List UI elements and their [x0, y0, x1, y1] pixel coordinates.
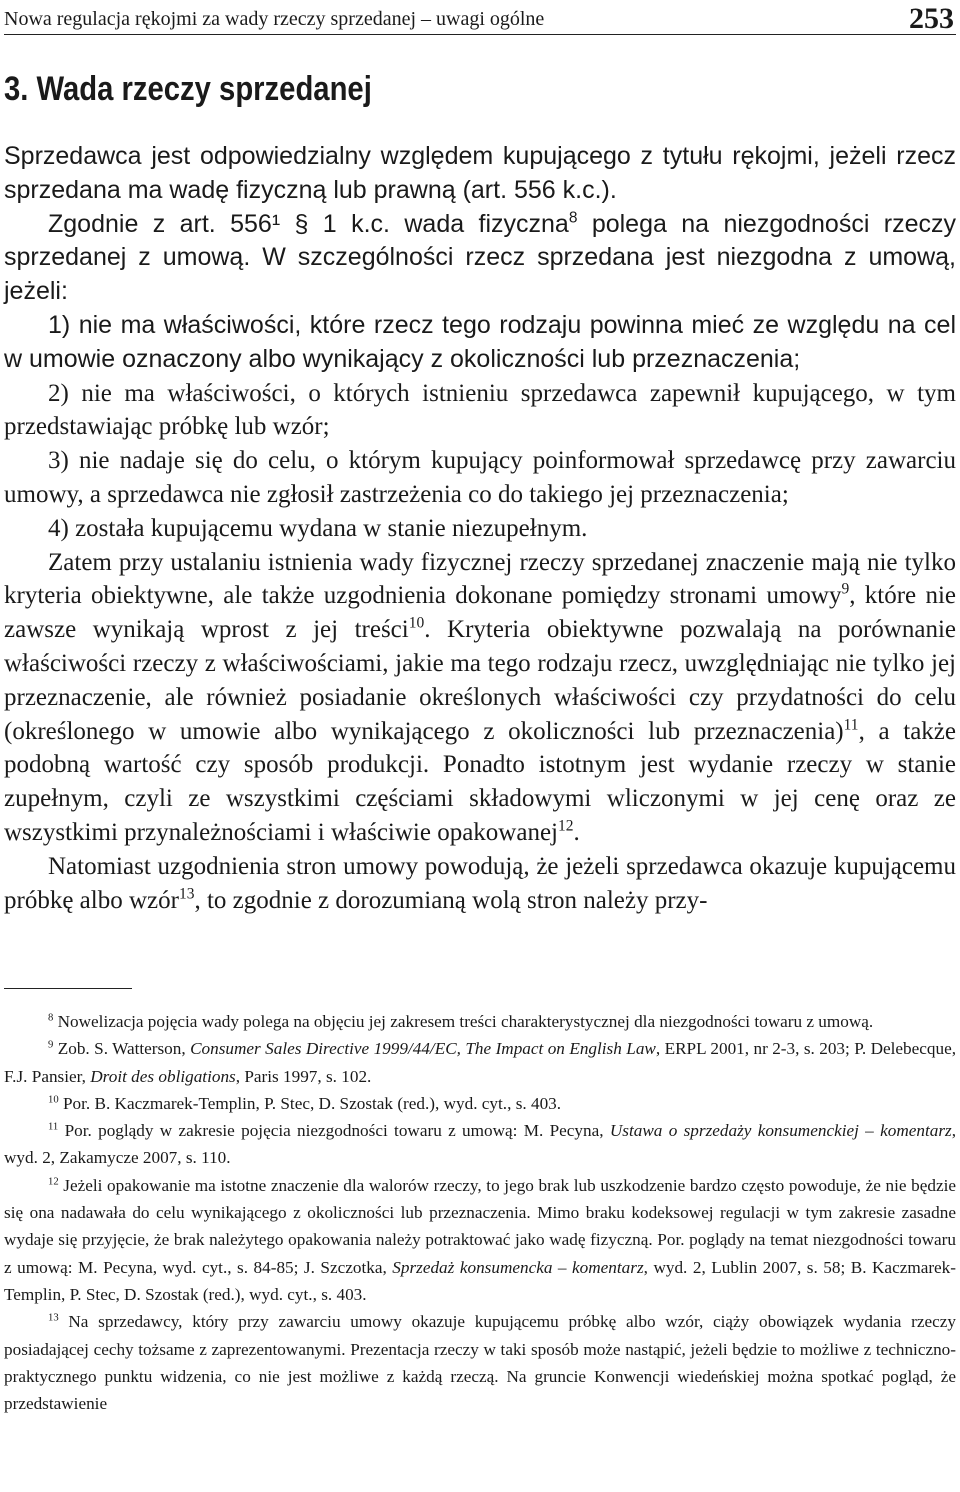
footnote-title: Droit des obligations — [90, 1066, 236, 1086]
footnote-ref-12[interactable]: 12 — [558, 817, 574, 835]
paragraph-1: Sprzedawca jest odpowiedzialny względem kupującego z tytułu rękojmi, jeżeli rzecz sprzedana ma wadę fizyczną lub prawną (art. 556 k.c.). — [4, 142, 956, 204]
footnote-title: Sprzedaż konsumencka – komentarz — [392, 1257, 644, 1277]
list-item-2: 2) nie ma właściwości, o których istnieniu sprzedawca zapewnił kupującego, w tym przedstawiając próbkę lub wzór; — [4, 379, 956, 441]
footnote-separator — [4, 988, 132, 989]
footnote-number: 10 — [48, 1094, 59, 1106]
footnote-9 — [4, 1035, 956, 1090]
list-item-3: 3) nie nadaje się do celu, o którym kupujący poinformował sprzedawcę przy zawarciu umowy, a sprzedawca nie zgłosił zastrzeżenia co do takiego jej przeznaczenia; — [4, 447, 956, 508]
footnote-text: Jeżeli opakowanie ma istotne znaczenie dla walorów rzeczy, to jego brak lub uszkodzenie bardzo często powoduje, że nie będzie się ona nadawała do celu wynikającego z okoliczności lub przeznaczenia. Mimo braku kodeksowej regulacji w tym zakresie zasadne wydaje się przyjęcie, że brak należytego opakowania należy potraktować jako wadę fizyczną. Por. poglądy na temat niezgodności towaru z umową: M. Pecyna, wyd. cyt., s. 84-85; J. Szczotka, — [4, 1175, 956, 1277]
footnote-ref-11[interactable]: 11 — [843, 716, 859, 734]
footnote-number: 12 — [48, 1176, 59, 1188]
body-text — [4, 140, 956, 917]
running-header — [4, 4, 956, 35]
footnote-ref-10[interactable]: 10 — [408, 614, 425, 632]
footnote-ref-9[interactable]: 9 — [841, 581, 850, 599]
footnote-text: , wyd. 2, Zakamycze 2007, s. 110. — [4, 1121, 956, 1168]
footnote-number: 13 — [48, 1312, 59, 1324]
footnote-11 — [4, 1117, 956, 1172]
footnote-text: Zob. S. Watterson, — [53, 1039, 191, 1059]
footnote-text: , wyd. 2, Lublin 2007, s. 58; B. Kaczmarek-Templin, P. Stec, D. Szostak (red.), wyd. cyt., s. 403. — [4, 1257, 956, 1304]
footnotes — [4, 1008, 956, 1417]
paragraph-3-text-b: , które nie zawsze wynikają wprost z jej treści — [4, 582, 956, 644]
paragraph-2-text-a: Zgodnie z art. 556¹ § 1 k.c. wada fizyczna — [48, 209, 569, 238]
running-header-title: Nowa regulacja rękojmi za wady rzeczy sprzedanej – uwagi ogólne — [4, 8, 545, 30]
paragraph-2 — [4, 208, 956, 309]
footnote-ref-8[interactable]: 8 — [568, 209, 578, 227]
list-item-1: 1) nie ma właściwości, które rzecz tego rodzaju powinna mieć ze względu na cel w umowie oznaczony albo wynikający z okoliczności lub przeznaczenia; — [4, 310, 956, 373]
footnote-8 — [4, 1008, 956, 1035]
footnote-title: Consumer Sales Directive 1999/44/EC, The Impact on English Law — [190, 1039, 656, 1059]
paragraph-4-text-a: Natomiast uzgodnienia stron umowy powodują, że jeżeli sprzedawca okazuje kupującemu próbkę albo wzór — [4, 852, 956, 914]
paragraph-2-text-c: W szczególności rzecz sprzedana jest niezgodna z umową, jeżeli: — [4, 243, 956, 306]
footnote-text: Nowelizacja pojęcia wady polega na objęciu jej zakresem treści charakterystycznej dla niezgodności towaru z umową. — [53, 1012, 874, 1031]
footnote-title: Ustawa o sprzedaży konsumenckiej – komentarz — [609, 1121, 952, 1141]
footnote-ref-13[interactable]: 13 — [178, 885, 195, 903]
section-title: 3. Wada rzeczy sprzedanej — [4, 70, 372, 108]
footnote-number: 9 — [48, 1039, 54, 1051]
footnote-12 — [4, 1172, 956, 1308]
list-item-4: 4) została kupującemu wydana w stanie niezupełnym. — [48, 514, 588, 542]
page-number: 253 — [909, 2, 954, 35]
paragraph-3-text-d: , a także podobną wartość czy sposób produkcji. Ponadto istotnym jest wydanie rzeczy w stanie zupełnym, czyli ze wszystkimi częściami składowymi wliczonymi w jej cenę oraz ze wszystkimi przynależnościami i właściwie opakowanej — [4, 717, 956, 846]
paragraph-4-text-b: , to zgodnie z dorozumianą wolą stron należy przy- — [194, 886, 708, 914]
footnote-text: Por. B. Kaczmarek-Templin, P. Stec, D. Szostak (red.), wyd. cyt., s. 403. — [58, 1093, 562, 1113]
paragraph-3-text-c: . Kryteria obiektywne pozwalają na porównanie właściwości rzeczy z właściwościami, jakie ma tego rodzaju rzecz, uwzględniając nie tylko jej przeznaczenie, ale również posiadanie określonych właściwości czy przydatności do celu (określonego w umowie albo wynikającego z okoliczności lub przeznaczenia) — [4, 616, 956, 745]
footnote-10 — [4, 1090, 956, 1117]
footnote-text: , ERPL 2001, nr 2-3, s. 203; P. Delebecque, F.J. Pansier, — [4, 1039, 956, 1086]
footnote-number: 11 — [48, 1121, 59, 1133]
paragraph-2-text-b: polega na niezgodności rzeczy sprzedanej z umową. — [4, 209, 956, 272]
footnote-text: Na sprzedawcy, który przy zawarciu umowy okazuje kupującemu próbkę albo wzór, ciąży obowiązek wydania rzeczy posiadającej cechy tożsame z zaprezentowanymi. Prezentacja rzeczy w taki sposób może nastąpić, jeżeli będzie to możliwe z techniczno-praktycznego punktu widzenia, co nie jest możliwe z każdą rzeczą. Na gruncie Konwencji wiedeńskiej można spotkać pogląd, że przedstawienie — [4, 1312, 956, 1414]
footnote-text: Por. poglądy w zakresie pojęcia niezgodności towaru z umową: M. Pecyna, — [58, 1121, 610, 1141]
footnote-13 — [4, 1308, 956, 1417]
paragraph-4 — [4, 850, 956, 918]
footnote-number: 8 — [48, 1012, 54, 1024]
paragraph-3-text-a: Zatem przy ustalaniu istnienia wady fizycznej rzeczy sprzedanej znaczenie mają nie tylko kryteria obiektywne, ale także uzgodnienia dokonane pomiędzy stronami umowy — [4, 548, 956, 610]
paragraph-3 — [4, 546, 956, 850]
footnote-text: , Paris 1997, s. 102. — [235, 1066, 372, 1086]
paragraph-3-text-e: . — [573, 818, 580, 846]
